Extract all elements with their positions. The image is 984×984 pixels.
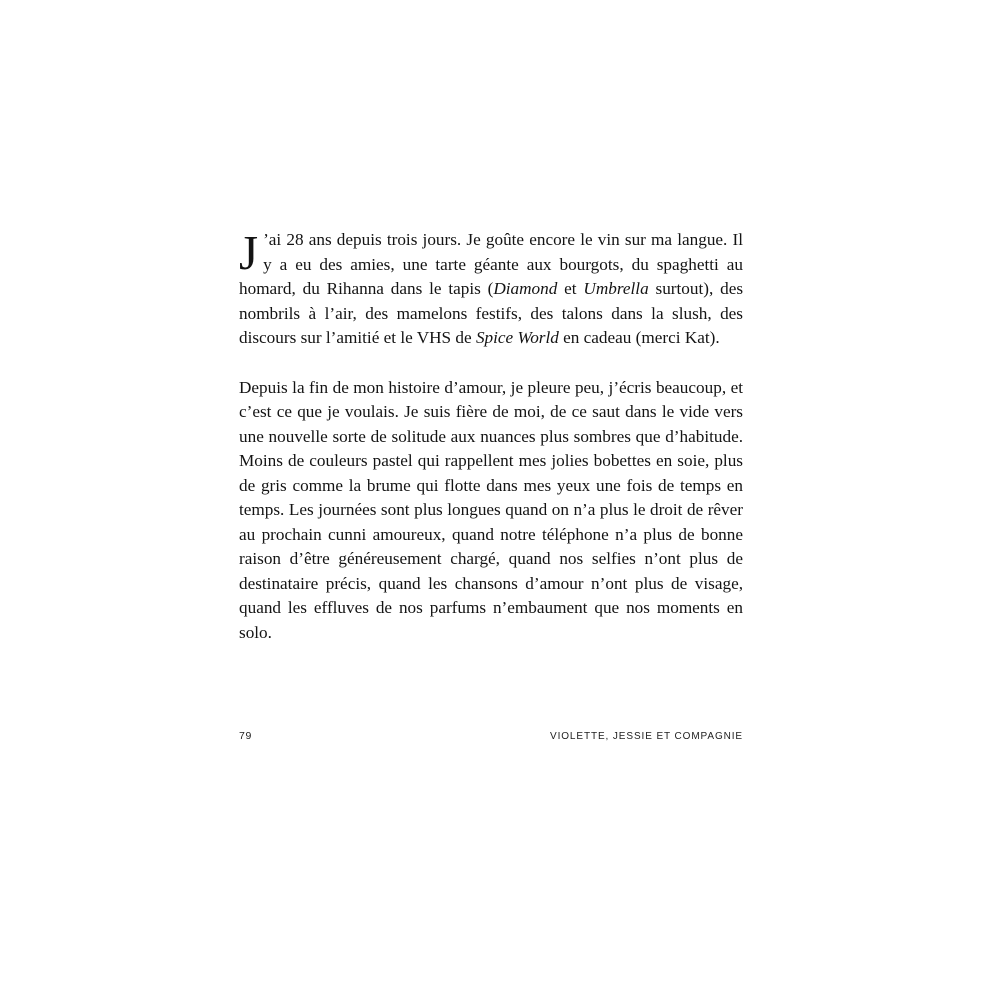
paragraph-text (239, 378, 743, 642)
text-run: surtout), des nombrils à l’air, des mamelons festifs, des talons dans la slush, des discours sur l’amitié et le VHS de (239, 279, 744, 347)
text-run: Depuis la fin de mon histoire d’amour, je pleure peu, j’écris beaucoup, et c’est ce que je voulais. Je suis fière de moi, de ce saut dans le vide vers une nouvelle sorte de solitude aux nuances plus sombres que d’habitude. Moins de couleurs pastel qui rappellent mes jolies bobettes en soie, plus de gris comme la brume qui flotte dans mes yeux une fois de temps en temps. Les journées sont plus longues quand on n’a plus le droit de rêver au prochain cunni amoureux, quand notre téléphone n’a plus de bonne raison d’être généreusement chargé, quand nos selfies n’ont plus de destinataire précis, quand les chansons d’amour n’ont plus de visage, quand les effluves de nos parfums n’embaument que nos moments en solo. (239, 377, 743, 642)
text-run: et (557, 279, 584, 298)
italic-title: Diamond (493, 279, 558, 298)
italic-title: Spice World (475, 328, 559, 347)
page-footer (239, 730, 743, 742)
page-number: 79 (239, 730, 252, 742)
body-text (239, 225, 744, 645)
running-head: VIOLETTE, JESSIE ET COMPAGNIE (550, 731, 743, 742)
drop-cap: J (239, 225, 259, 280)
paragraph (239, 225, 744, 351)
paragraph (239, 376, 743, 646)
paragraph-text (239, 225, 744, 347)
text-run: ’ai 28 ans depuis trois jours. Je goûte encore le vin sur ma langue. Il y a eu des amies, une tarte géante aux bourgots, du spaghetti au homard, du Rihanna dans le tapis ( (239, 230, 743, 298)
italic-title: Umbrella (583, 279, 649, 298)
text-run: en cadeau (merci Kat). (558, 328, 720, 347)
